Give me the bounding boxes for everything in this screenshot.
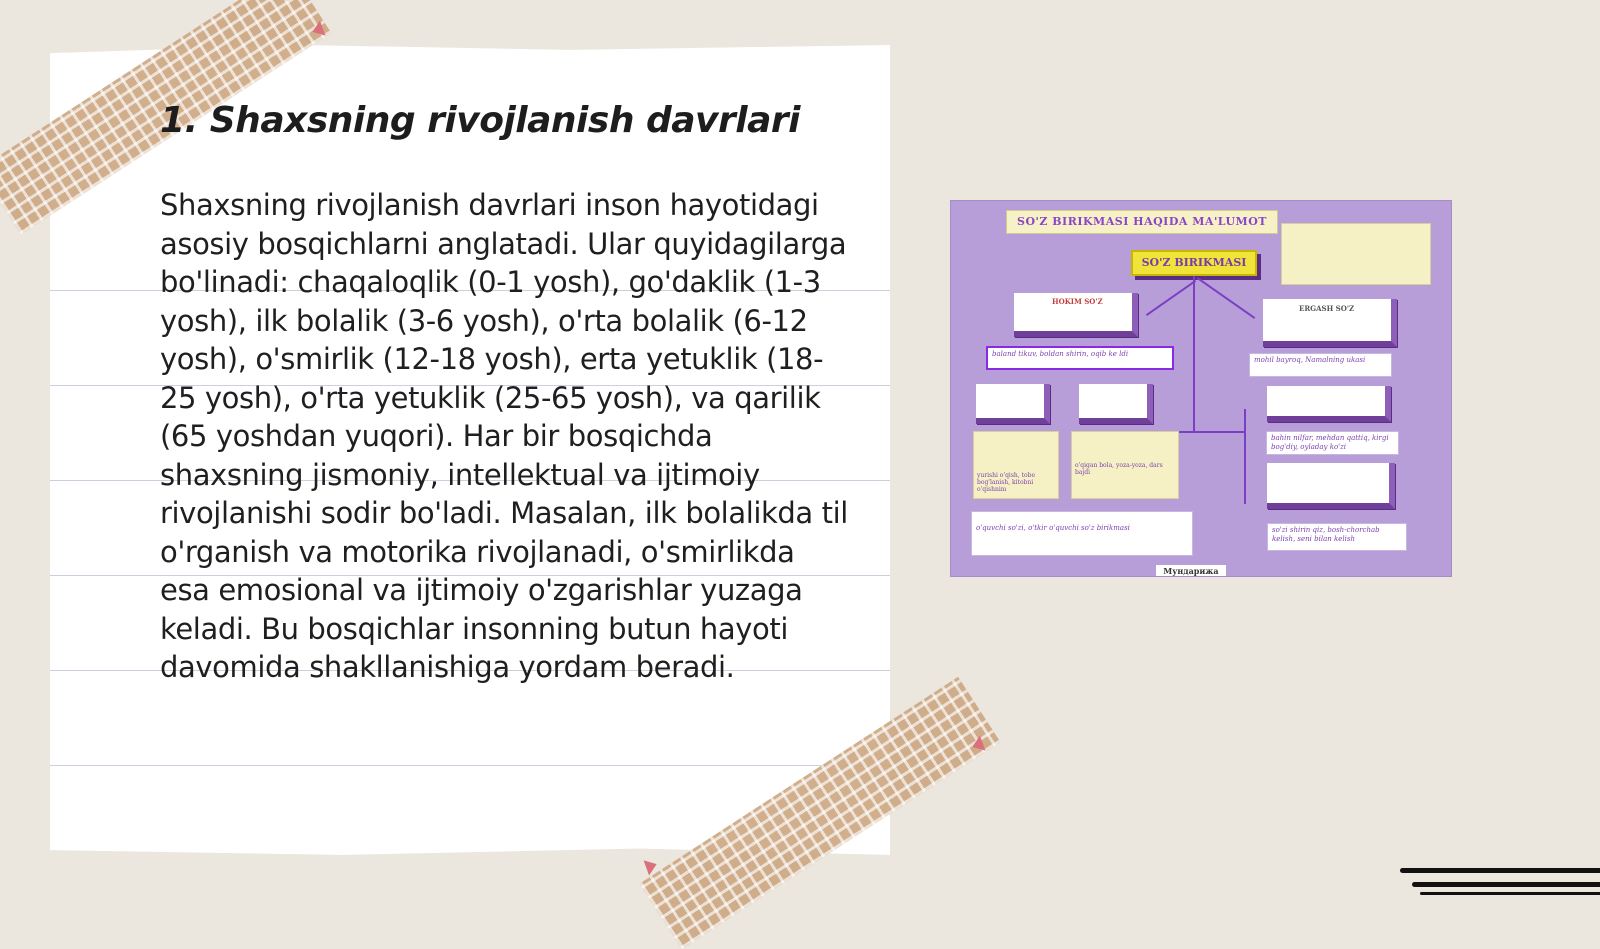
- decorative-line: [1420, 892, 1600, 895]
- diagram-box: [976, 384, 1050, 424]
- diagram-note-bottom-left: o'quvchi so'zi, o'tkir o'quvchi so'z birikmasi: [971, 511, 1193, 556]
- decorative-line: [1412, 882, 1600, 887]
- diagram-header: SO'Z BIRIKMASI HAQIDA MA'LUMOT: [1006, 210, 1278, 234]
- diagram-box: [1079, 384, 1153, 424]
- paper-rule: [50, 765, 890, 766]
- diagram-connector: [1146, 280, 1196, 316]
- diagram-note-bottom-right: so'zi shirin qiz, bosh-chorchab kelish, seni bilan kelish: [1267, 523, 1407, 551]
- decorative-lines: [1350, 830, 1600, 900]
- slide-body-text: Shaxsning rivojlanish davrlari inson hayotidagi asosiy bosqichlarni anglatadi. Ular quyidagilarga bo'linadi: chaqaloqlik (0-1 yosh), go'daklik (1-3 yosh), ilk bolalik (3-6 yosh), o'rta bolalik (6-12 yosh), o'smirlik (12-18 yosh), erta yetuklik (18-25 yosh), o'rta yetuklik (25-65 yosh), va qarilik (65 yoshdan yuqori). Har bir bosqichda shaxsning jismoniy, intellektual va ijtimoiy rivojlanishi sodir bo'ladi. Masalan, ilk bolalikda til o'rganish va motorika rivojlanadi, o'smirlikda esa emosional va ijtimoiy o'zgarishlar yuzaga keladi. Bu bosqichlar insonning butun hayoti davomida shakllanishiga yordam beradi.: [160, 188, 848, 684]
- diagram-note-mid-right: bahin nilfar, mehdan qattiq, kirgi bog'diy, oyladay ko'zi: [1266, 431, 1399, 455]
- diagram-box-ergash: ERGASH SO'Z: [1263, 299, 1397, 347]
- diagram-box: [1267, 463, 1395, 509]
- diagram-box: [1267, 386, 1391, 422]
- diagram-yellow-left: yurishi o'qish, tobe bog'lanish, kitobni o'qishnim: [973, 431, 1059, 499]
- diagram-connector: [1193, 276, 1195, 431]
- diagram-connector: [1197, 277, 1255, 319]
- diagram-main-box: SO'Z BIRIKMASI: [1131, 250, 1257, 276]
- diagram-caption: Мундарижа: [1156, 565, 1226, 577]
- word-combination-diagram-image: [950, 200, 1452, 577]
- slide-title: 1. Shaxsning rivojlanish davrlari: [160, 100, 800, 141]
- diagram-note-left: baland tikuv, boldan shirin, oqib ke ldi: [986, 346, 1174, 370]
- diagram-box-hokim: HOKIM SO'Z: [1014, 293, 1138, 337]
- diagram-note-right: mohil bayroq, Namalning ukasi: [1249, 353, 1392, 377]
- diagram-yellow-box: [1281, 223, 1431, 285]
- diagram-connector: [1244, 409, 1246, 504]
- decorative-line: [1400, 868, 1600, 873]
- diagram-yellow-right: o'qigan bola, yoza-yoza, dars bajdi: [1071, 431, 1179, 499]
